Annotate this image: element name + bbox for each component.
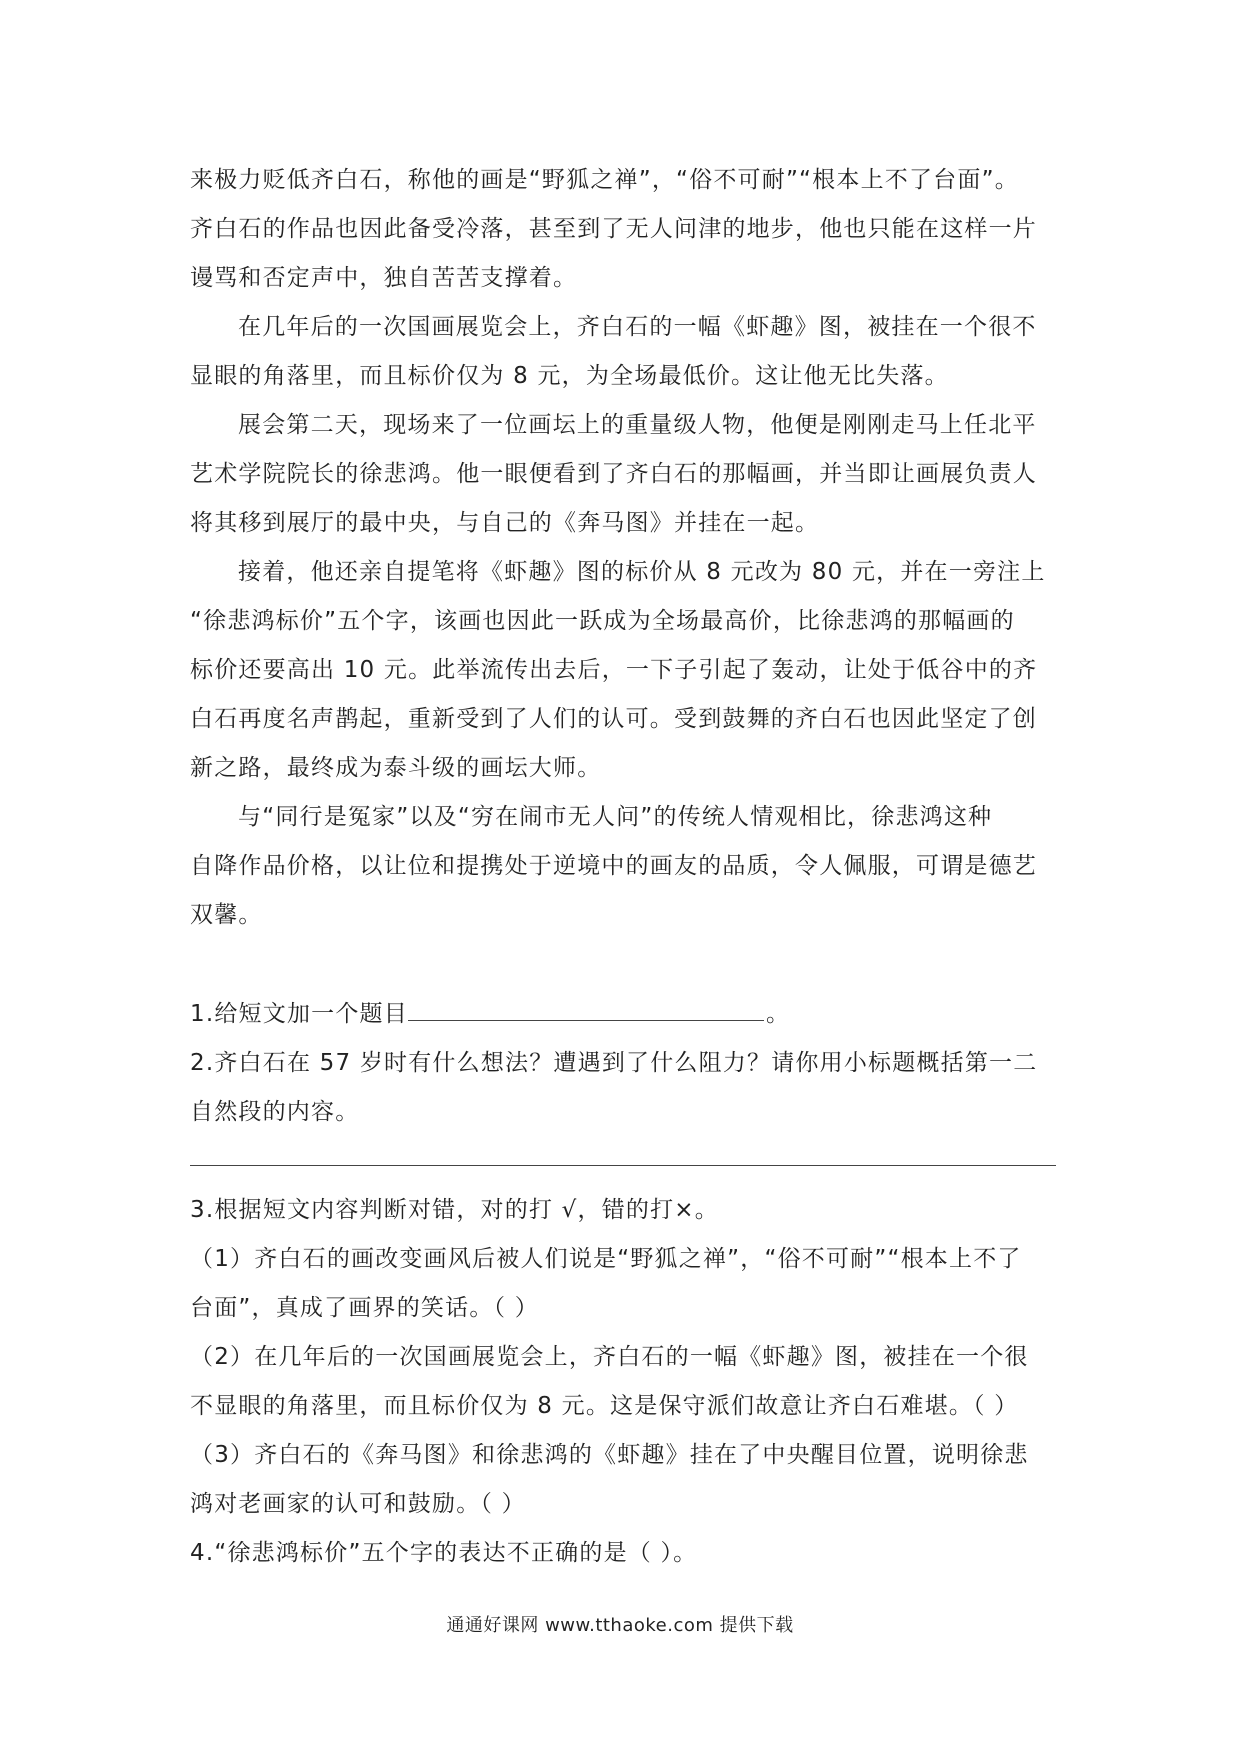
text-line: 显眼的角落里，而且标价仅为 8 元，为全场最低价。这让他无比失落。: [190, 363, 949, 389]
text-line: 将其移到展厅的最中央，与自己的《奔马图》并挂在一起。: [190, 510, 820, 536]
text-line: 白石再度名声鹊起，重新受到了人们的认可。受到鼓舞的齐白石也因此坚定了创: [190, 706, 1037, 732]
document-content: [190, 156, 1056, 1578]
spacer: [190, 940, 1056, 990]
text-line: 展会第二天，现场来了一位画坛上的重量级人物，他便是刚刚走马上任北平: [238, 412, 1037, 438]
text-line: 标价还要高出 10 元。此举流传出去后，一下子引起了轰动，让处于低谷中的齐: [190, 657, 1038, 683]
text-line: 自降作品价格，以让位和提携处于逆境中的画友的品质，令人佩服，可谓是德艺: [190, 853, 1037, 879]
text-line: 2.齐白石在 57 岁时有什么想法？遭遇到了什么阻力？请你用小标题概括第一二: [190, 1050, 1038, 1076]
paragraph: [190, 548, 1056, 793]
title-answer-blank[interactable]: [408, 998, 764, 1021]
footer-text: 通通好课网 www.tthaoke.com 提供下载: [446, 1615, 794, 1636]
paragraph: [190, 401, 1056, 548]
question-1-prompt: 1.给短文加一个题目: [190, 1001, 408, 1027]
text-line: （1）齐白石的画改变画风后被人们说是“野狐之禅”，“俗不可耐”“根本上不了: [190, 1246, 1022, 1272]
text-line: 齐白石的作品也因此备受冷落，甚至到了无人问津的地步，他也只能在这样一片: [190, 216, 1037, 242]
paragraph: [190, 156, 1056, 303]
text-line: 来极力贬低齐白石，称他的画是“野狐之禅”，“俗不可耐”“根本上不了台面”。: [190, 167, 1019, 193]
text-line: 与“同行是冤家”以及“穷在闹市无人问”的传统人情观相比，徐悲鸿这种: [238, 804, 993, 830]
answer-rule: [190, 1165, 1056, 1166]
text-line: （2）在几年后的一次国画展览会上，齐白石的一幅《虾趣》图，被挂在一个很: [190, 1344, 1029, 1370]
text-line: 不显眼的角落里，而且标价仅为 8 元。这是保守派们故意让齐白石难堪。（ ）: [190, 1393, 1019, 1419]
text-line: 艺术学院院长的徐悲鸿。他一眼便看到了齐白石的那幅画，并当即让画展负责人: [190, 461, 1037, 487]
text-line: 鸿对老画家的认可和鼓励。（ ）: [190, 1491, 526, 1517]
text-line: 新之路，最终成为泰斗级的画坛大师。: [190, 755, 602, 781]
question-3-item-2: [190, 1333, 1056, 1431]
text-line: （3）齐白石的《奔马图》和徐悲鸿的《虾趣》挂在了中央醒目位置，说明徐悲: [190, 1442, 1029, 1468]
question-2: [190, 1039, 1056, 1137]
text-line: 接着，他还亲自提笔将《虾趣》图的标价从 8 元改为 80 元，并在一旁注上: [238, 559, 1046, 585]
question-3-item-1: [190, 1235, 1056, 1333]
text-line: 台面”，真成了画界的笑话。（ ）: [190, 1295, 539, 1321]
text-line: 在几年后的一次国画展览会上，齐白石的一幅《虾趣》图，被挂在一个很不: [238, 314, 1037, 340]
text-line: 谩骂和否定声中，独自苦苦支撑着。: [190, 265, 578, 291]
answer-line[interactable]: [190, 1137, 1056, 1186]
question-1: [190, 990, 1056, 1039]
question-1-end: 。: [765, 1001, 791, 1027]
question-3: 3.根据短文内容判断对错，对的打 √，错的打×。: [190, 1197, 719, 1223]
text-line: 自然段的内容。: [190, 1099, 360, 1125]
text-line: 双馨。: [190, 902, 263, 928]
question-4: 4.“徐悲鸿标价”五个字的表达不正确的是（ ）。: [190, 1540, 698, 1566]
paragraph: [190, 303, 1056, 401]
paragraph: [190, 793, 1056, 940]
question-3-item-3: [190, 1431, 1056, 1529]
text-line: “徐悲鸿标价”五个字，该画也因此一跃成为全场最高价，比徐悲鸿的那幅画的: [190, 608, 1015, 634]
